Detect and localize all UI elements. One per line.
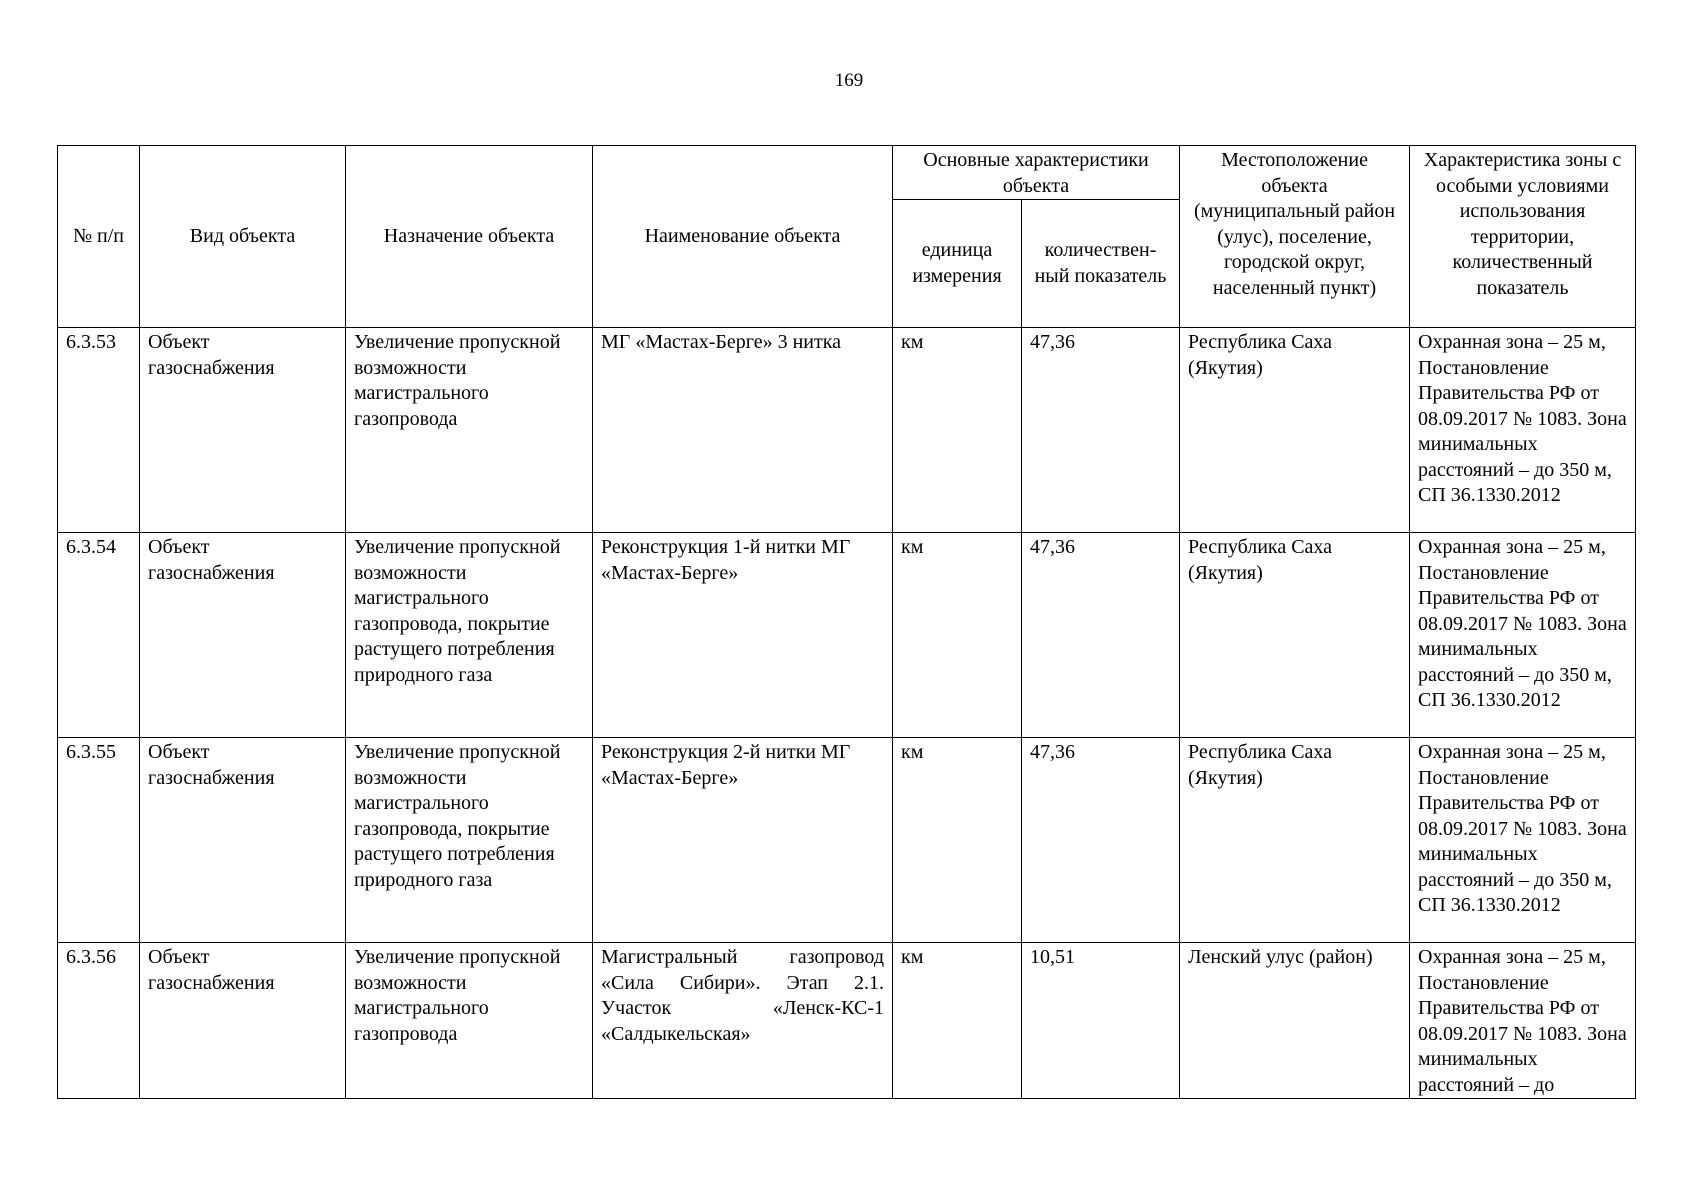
table-row xyxy=(58,738,1636,943)
table-row xyxy=(58,533,1636,738)
cell-type: Объект газоснабжения xyxy=(140,533,346,738)
table-row xyxy=(58,328,1636,533)
header-name: Наименование объекта xyxy=(593,146,893,328)
cell-name: Магистральный газопровод «Сила Сибири». Этап 2.1. Участок «Ленск-КС-1 «Салдыкельская» xyxy=(593,943,893,1099)
cell-num: 6.3.56 xyxy=(58,943,140,1099)
cell-name: Реконструкция 1-й нитки МГ «Мастах-Берге» xyxy=(593,533,893,738)
cell-unit: км xyxy=(893,943,1022,1099)
header-unit: единица измерения xyxy=(893,200,1022,328)
table-row xyxy=(58,943,1636,1099)
cell-zone: Охранная зона – 25 м, Постановление Правительства РФ от 08.09.2017 № 1083. Зона минимальных расстояний – до 350 м, СП 36.1330.2012 xyxy=(1410,328,1636,533)
cell-zone: Охранная зона – 25 м, Постановление Правительства РФ от 08.09.2017 № 1083. Зона минимальных расстояний – до 350 м, СП 36.1330.2012 xyxy=(1410,738,1636,943)
cell-num: 6.3.53 xyxy=(58,328,140,533)
header-type: Вид объекта xyxy=(140,146,346,328)
cell-qty: 47,36 xyxy=(1022,533,1180,738)
cell-location: Республика Саха (Якутия) xyxy=(1180,533,1410,738)
header-zone: Характеристика зоны с особыми условиями использования территории, количественный показатель xyxy=(1410,146,1636,328)
cell-type: Объект газоснабжения xyxy=(140,943,346,1099)
cell-name: МГ «Мастах-Берге» 3 нитка xyxy=(593,328,893,533)
header-purpose: Назначение объекта xyxy=(346,146,593,328)
header-num: № п/п xyxy=(58,146,140,328)
cell-location: Республика Саха (Якутия) xyxy=(1180,738,1410,943)
header-location: Местоположение объекта (муниципальный район (улус), поселение, городской округ, населенный пункт) xyxy=(1180,146,1410,328)
cell-qty: 10,51 xyxy=(1022,943,1180,1099)
cell-qty: 47,36 xyxy=(1022,738,1180,943)
cell-location: Ленский улус (район) xyxy=(1180,943,1410,1099)
cell-location: Республика Саха (Якутия) xyxy=(1180,328,1410,533)
header-qty: количествен-ный показатель xyxy=(1022,200,1180,328)
cell-purpose: Увеличение пропускной возможности магистрального газопровода xyxy=(346,328,593,533)
cell-unit: км xyxy=(893,533,1022,738)
cell-type: Объект газоснабжения xyxy=(140,328,346,533)
objects-table xyxy=(57,145,1636,1099)
cell-qty: 47,36 xyxy=(1022,328,1180,533)
cell-purpose: Увеличение пропускной возможности магистрального газопровода, покрытие растущего потребления природного газа xyxy=(346,738,593,943)
cell-zone: Охранная зона – 25 м, Постановление Правительства РФ от 08.09.2017 № 1083. Зона минимальных расстояний – до xyxy=(1410,943,1636,1099)
cell-num: 6.3.54 xyxy=(58,533,140,738)
cell-zone: Охранная зона – 25 м, Постановление Правительства РФ от 08.09.2017 № 1083. Зона минимальных расстояний – до 350 м, СП 36.1330.2012 xyxy=(1410,533,1636,738)
cell-num: 6.3.55 xyxy=(58,738,140,943)
table-header-row xyxy=(58,146,1636,200)
page-number: 169 xyxy=(834,70,864,91)
cell-purpose: Увеличение пропускной возможности магистрального газопровода xyxy=(346,943,593,1099)
cell-unit: км xyxy=(893,738,1022,943)
header-main-characteristics: Основные характеристики объекта xyxy=(893,146,1180,200)
cell-unit: км xyxy=(893,328,1022,533)
cell-type: Объект газоснабжения xyxy=(140,738,346,943)
cell-name: Реконструкция 2-й нитки МГ «Мастах-Берге» xyxy=(593,738,893,943)
cell-purpose: Увеличение пропускной возможности магистрального газопровода, покрытие растущего потребления природного газа xyxy=(346,533,593,738)
